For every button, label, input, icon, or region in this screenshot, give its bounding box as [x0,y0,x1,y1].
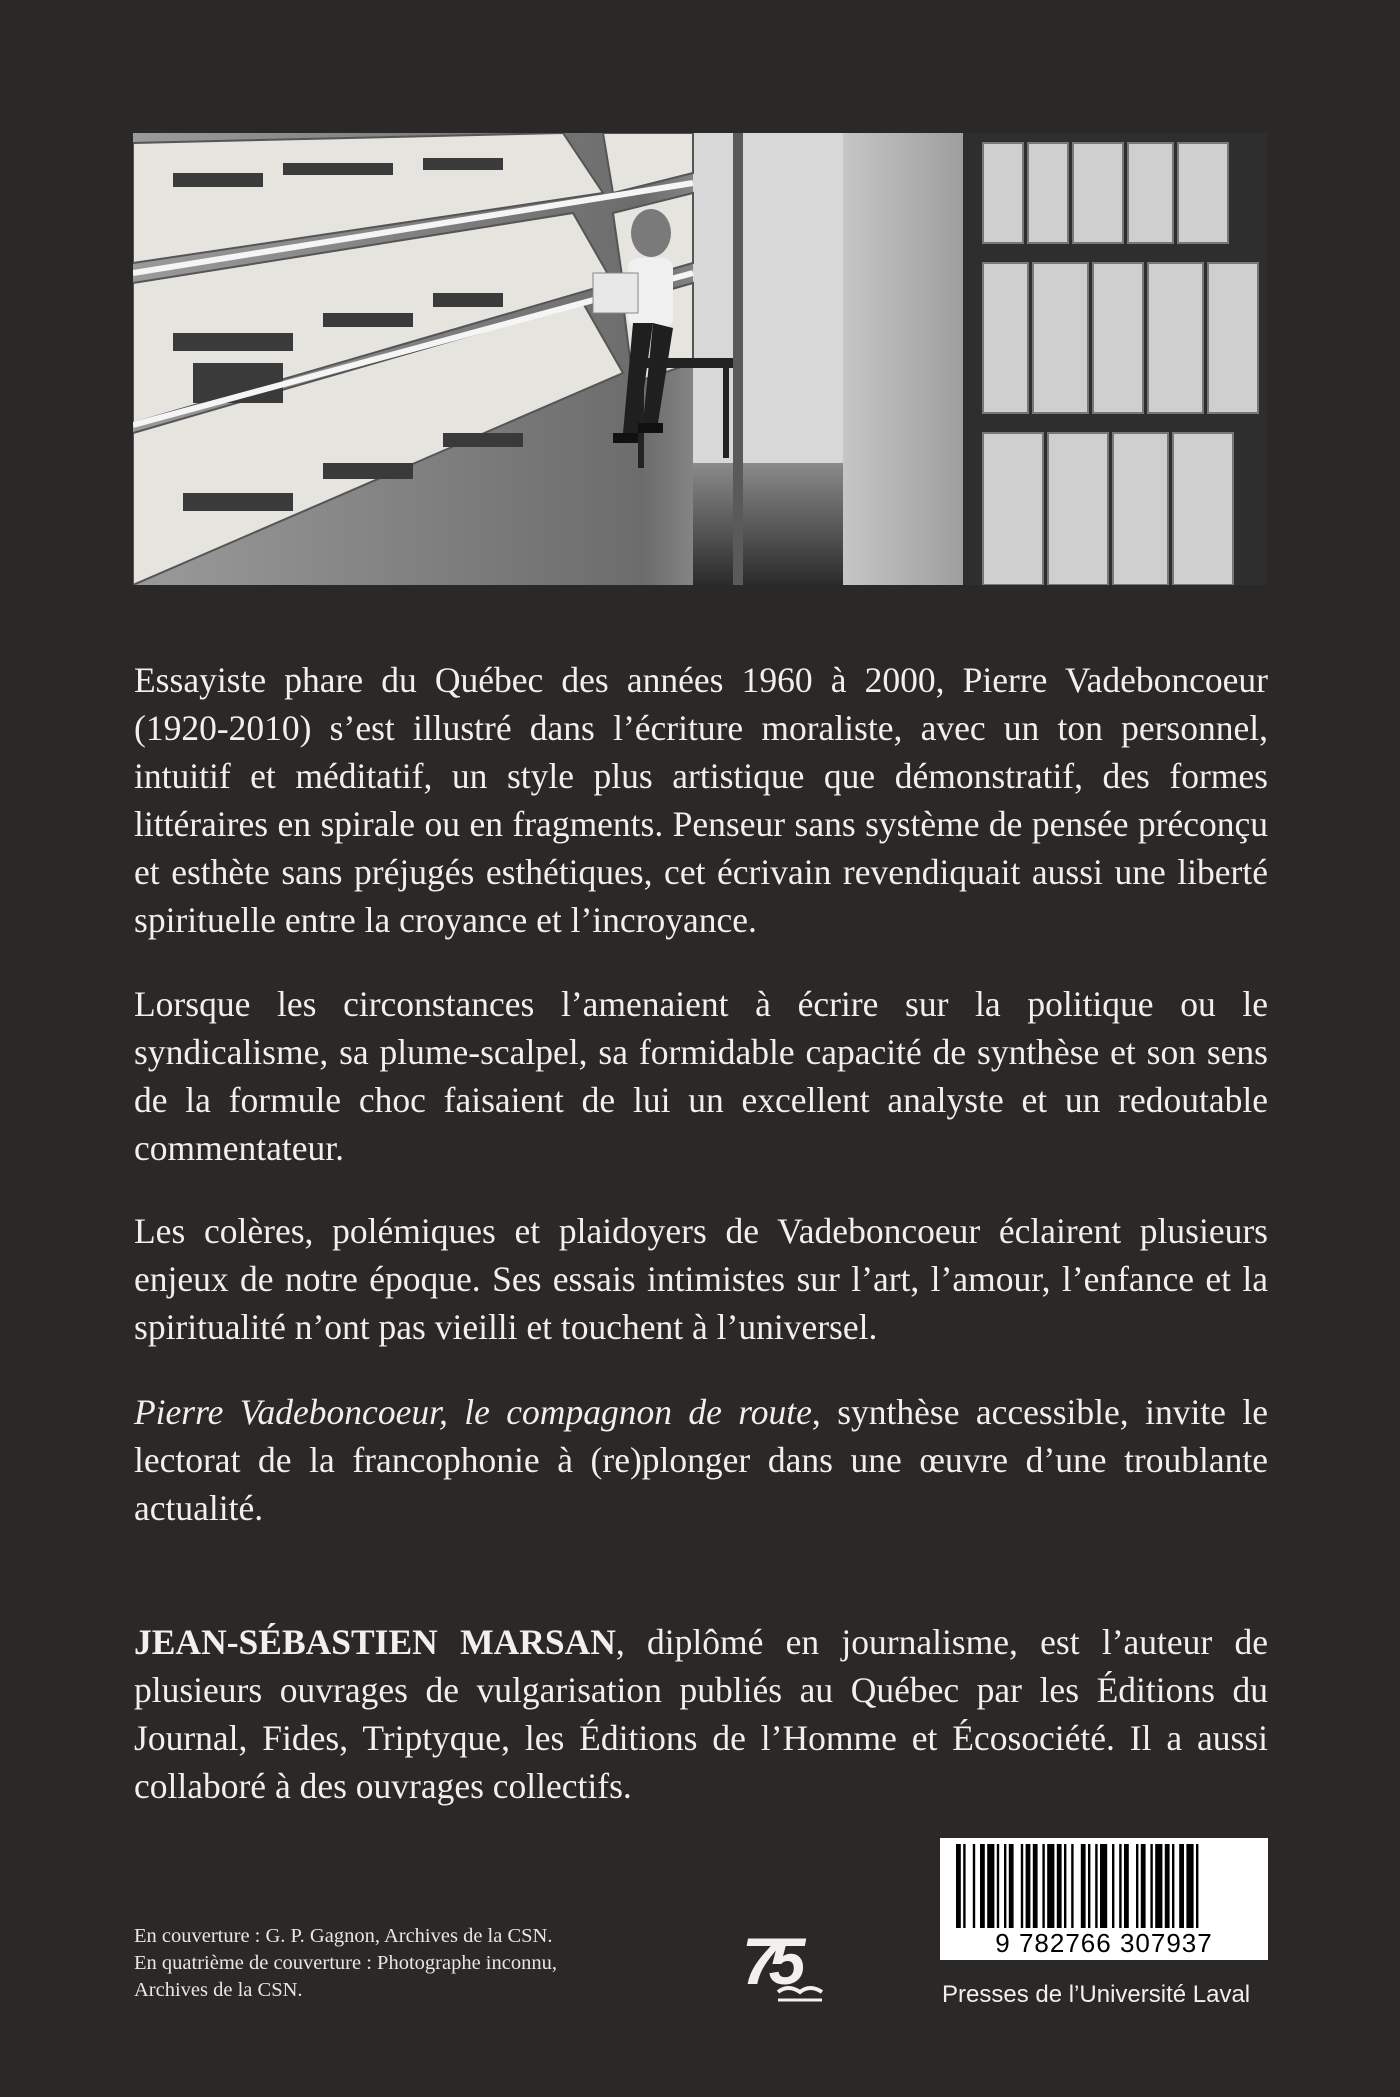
barcode-bar [1009,1844,1014,1928]
description-paragraph-1: Essayiste phare du Québec des années 1960 à 2000, Pierre Vadeboncoeur (1920-2010) s’est illustré dans l’écriture moraliste, avec un ton personnel, intuitif et méditatif, un style plus artistique que démonstratif, des formes littéraires en spirale ou en fragments. Penseur sans système de pensée préconçu et esthète sans préjugés esthétiques, cet écrivain revendiquait aussi une liberté spirituelle entre la croyance et l’incroyance. [134,660,1268,940]
barcode-bar [1124,1844,1129,1928]
barcode-bar [963,1844,965,1928]
barcode-bar [1047,1844,1054,1928]
description-paragraph-3: Les colères, polémiques et plaidoyers de Vadeboncoeur éclairent plusieurs enjeux de notre époque. Ses essais intimistes sur l’art, l’amour, l’enfance et la spiritualité n’ont pas vieilli et touchent à l’universel. [134,1211,1268,1347]
credit-line-1: En couverture : G. P. Gagnon, Archives de la CSN. [134,1925,553,1947]
isbn-number: 9 782766 307937 [995,1928,1213,1958]
barcode-bar [1057,1844,1062,1928]
barcode-bar [1033,1844,1038,1928]
barcode-bar [1155,1844,1162,1928]
barcode-bar [997,1844,999,1928]
logo-text: 75 [742,1928,796,1998]
anniversary-75-logo-icon [738,1928,838,2008]
barcode-bar [1100,1844,1107,1928]
barcode-bar [956,1844,961,1928]
photo-man-reading-newspapers-icon [133,133,1267,585]
barcode-bar [1088,1844,1090,1928]
description-paragraph-2: Lorsque les circonstances l’amenaient à écrire sur la politique ou le syndicalisme, sa plume-scalpel, sa formidable capacité de synthèse et son sens de la formule choc faisaient de lui un excellent analyste et un redoutable commentateur. [134,984,1268,1168]
credit-line-2: En quatrième de couverture : Photographe inconnu, [134,1952,557,1974]
paragraph-4-text: , synthèse accessible, invite le lectorat de la francophonie à (re)plonger dans une œuvre d’une troublante actualité. [134,1392,1268,1528]
barcode-bar [1112,1844,1114,1928]
barcode-bar [1165,1844,1170,1928]
barcode-bar [980,1844,985,1928]
description-paragraph-4 [134,1388,1268,1532]
barcode-icon [940,1838,1268,1930]
barcode-bar [1141,1844,1146,1928]
publisher-name: Presses de l’Université Laval [942,1981,1251,2008]
author-bio-text: , diplômé en journalisme, est l’auteur de plusieurs ouvrages de vulgarisation publiés au Québec par les Éditions du Journal, Fides, Triptyque, les Éditions de l’Homme et Écosociété. Il a aussi collaboré à des ouvrages collectifs. [134,1622,1268,1806]
barcode-bar [1026,1844,1031,1928]
credit-line-3: Archives de la CSN. [134,1979,303,2001]
barcode-bar [1196,1844,1198,1928]
author-bio [134,1618,1268,1810]
barcode-bar [1095,1844,1097,1928]
barcode-bar [1136,1844,1138,1928]
barcode-bar [1081,1844,1086,1928]
barcode-bar [1021,1844,1023,1928]
barcode-bar [1179,1844,1184,1928]
barcode-bar [1150,1844,1152,1928]
barcode-bar [987,1844,994,1928]
author-name: JEAN-SÉBASTIEN MARSAN [134,1622,616,1662]
barcode-bar [1119,1844,1121,1928]
barcode-bar [973,1844,975,1928]
barcode-bar [1064,1844,1066,1928]
barcode-bar [1071,1844,1073,1928]
barcode-bar [1186,1844,1193,1928]
barcode-bar [1172,1844,1174,1928]
barcode [940,1838,1268,1960]
cover-photo [133,133,1267,585]
book-title: Pierre Vadeboncoeur, le compagnon de route [134,1392,812,1432]
barcode-bar [1042,1844,1044,1928]
photo-credits [134,1923,694,2004]
barcode-bar [1004,1844,1006,1928]
